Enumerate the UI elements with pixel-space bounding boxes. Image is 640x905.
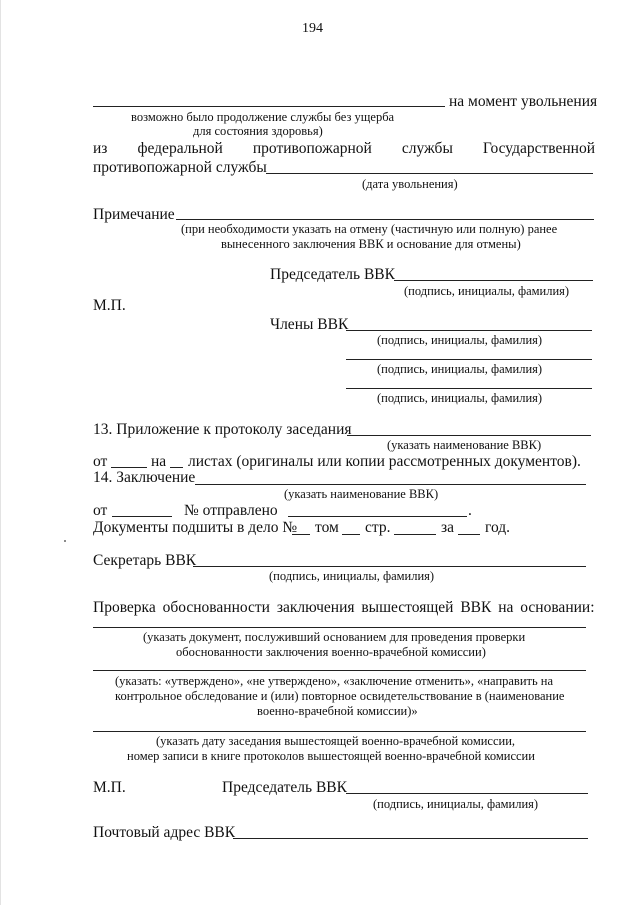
caption-basis-2: обоснованности заключения военно-врачебной комиссии) bbox=[176, 645, 486, 659]
for-label: за bbox=[441, 519, 455, 536]
fill-line-case-number bbox=[292, 534, 310, 535]
caption-meeting-2: номер записи в книге протоколов вышестоящей военно-врачебной комиссии bbox=[127, 749, 535, 763]
fill-line-basis-document bbox=[93, 627, 586, 628]
fill-line-meeting-date bbox=[93, 731, 586, 732]
fill-line-commission-name-14 bbox=[195, 484, 586, 485]
word-from: из bbox=[93, 140, 108, 157]
fill-line-member-3 bbox=[346, 388, 592, 389]
filed-label: Документы подшиты в дело № bbox=[93, 519, 298, 536]
fill-line-date-14 bbox=[112, 516, 172, 517]
fill-line-reason bbox=[93, 106, 445, 107]
fill-line-decision bbox=[93, 670, 586, 671]
fill-line-sent bbox=[288, 516, 467, 517]
caption-health: для состояния здоровья) bbox=[193, 124, 323, 138]
fill-line-volume bbox=[342, 534, 360, 535]
word-fireprotection: противопожарной bbox=[252, 140, 372, 157]
secretary-label: Секретарь ВВК bbox=[93, 552, 197, 569]
note-label: Примечание bbox=[93, 206, 175, 223]
caption-secretary-signature: (подпись, инициалы, фамилия) bbox=[269, 569, 435, 583]
postal-address-label: Почтовый адрес ВВК bbox=[93, 824, 236, 841]
page-number: 194 bbox=[302, 21, 323, 36]
item-14-label: 14. Заключение bbox=[93, 469, 196, 486]
chairman-label: Председатель ВВК bbox=[270, 266, 395, 283]
caption-member-3: (подпись, инициалы, фамилия) bbox=[377, 391, 543, 405]
volume-label: том bbox=[315, 519, 339, 536]
fill-line-member-1 bbox=[346, 330, 592, 331]
fire-service-label: противопожарной службы bbox=[93, 159, 267, 176]
caption-commission-name-14: (указать наименование ВВК) bbox=[284, 487, 439, 501]
item-13-label: 13. Приложение к протоколу заседания bbox=[93, 421, 352, 438]
service-line bbox=[93, 140, 595, 158]
fill-line-postal-address bbox=[233, 838, 588, 839]
page-label: стр. bbox=[365, 519, 391, 536]
fill-line-member-2 bbox=[346, 359, 592, 360]
caption-note-2: вынесенного заключения ВВК и основание для отмены) bbox=[221, 237, 521, 251]
fill-line-note bbox=[176, 219, 594, 220]
caption-chairman-signature: (подпись, инициалы, фамилия) bbox=[404, 284, 570, 298]
caption-decision-3: военно-врачебной комиссии)» bbox=[257, 704, 418, 718]
year-label: год. bbox=[485, 519, 511, 536]
fill-line-date-13 bbox=[111, 467, 147, 468]
caption-dismissal-date: (дата увольнения) bbox=[362, 177, 458, 191]
word-federal: федеральной bbox=[137, 140, 223, 157]
caption-continuation: возможно было продолжение службы без ущерба bbox=[131, 110, 395, 124]
moment-of-dismissal-text: на момент увольнения bbox=[449, 93, 598, 110]
caption-member-1: (подпись, инициалы, фамилия) bbox=[377, 333, 543, 347]
word-state: Государственной bbox=[482, 140, 595, 157]
caption-meeting-1: (указать дату заседания вышестоящей военно-врачебной комиссии, bbox=[156, 734, 516, 748]
caption-basis-1: (указать документ, послуживший основанием для проведения проверки bbox=[143, 630, 526, 644]
caption-decision-1: (указать: «утверждено», «не утверждено», «заключение отменить», «направить на bbox=[115, 674, 554, 688]
fill-line-year bbox=[458, 534, 480, 535]
on-label-13: на bbox=[151, 453, 167, 470]
from-label-13: от bbox=[93, 453, 108, 470]
word-service: службы bbox=[401, 140, 453, 157]
sent-period: . bbox=[468, 502, 472, 519]
sent-label: № отправлено bbox=[184, 502, 278, 519]
fill-line-page bbox=[394, 534, 436, 535]
fill-line-commission-name-13 bbox=[347, 435, 591, 436]
chairman-label-2: Председатель ВВК bbox=[222, 779, 347, 796]
caption-chairman-signature-2: (подпись, инициалы, фамилия) bbox=[373, 797, 539, 811]
caption-member-2: (подпись, инициалы, фамилия) bbox=[377, 362, 543, 376]
caption-decision-2: контрольное обследование и (или) повторное освидетельствование в (наименование bbox=[115, 689, 565, 703]
fill-line-chairman-signature bbox=[394, 280, 593, 281]
fill-line-chairman-signature-2 bbox=[346, 793, 588, 794]
caption-note-1: (при необходимости указать на отмену (частичную или полную) ранее bbox=[181, 222, 558, 236]
fill-line-sheets-count bbox=[170, 467, 183, 468]
caption-commission-name-13: (указать наименование ВВК) bbox=[387, 438, 542, 452]
from-label-14: от bbox=[93, 502, 108, 519]
stamp-place-2: М.П. bbox=[93, 779, 126, 796]
fill-line-secretary-signature bbox=[193, 566, 586, 567]
fill-line-dismissal-date bbox=[266, 173, 593, 174]
stamp-place-1: М.П. bbox=[93, 297, 126, 314]
sheets-text: листах (оригиналы или копии рассмотренных документов). bbox=[188, 453, 581, 470]
check-title: Проверка обоснованности заключения вышестоящей ВВК на основании: bbox=[93, 599, 595, 616]
members-label: Члены ВВК bbox=[270, 316, 349, 333]
scan-speck bbox=[64, 540, 66, 542]
